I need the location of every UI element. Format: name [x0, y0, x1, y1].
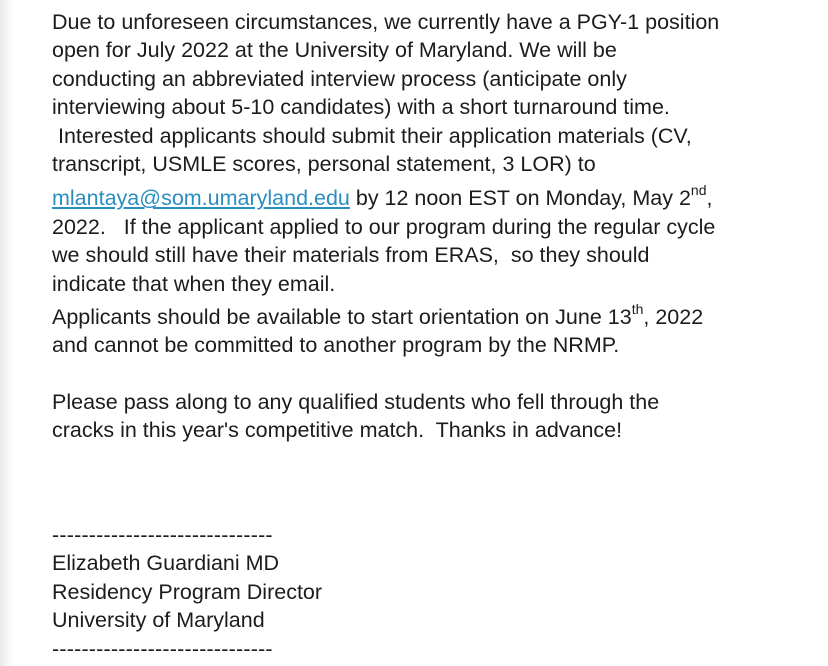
- paragraph-announcement: [52, 8, 822, 298]
- text-line: indicate that when they email.: [52, 271, 336, 296]
- email-link[interactable]: mlantaya@som.umaryland.edu: [52, 186, 350, 211]
- superscript: th: [631, 300, 644, 317]
- text-line: Applicants should be available to start orientation on June 13: [52, 305, 632, 330]
- signature-organization: University of Maryland: [52, 608, 265, 633]
- text-line: 2022. If the applicant applied to our program during the regular cycle: [52, 214, 716, 239]
- text-line: open for July 2022 at the University of Maryland. We will be: [52, 38, 617, 63]
- text-line: and cannot be committed to another program by the NRMP.: [52, 333, 620, 358]
- text-line: interviewing about 5-10 candidates) with a short turnaround time.: [52, 95, 670, 120]
- text-line: ,: [706, 186, 713, 211]
- paragraph-availability: [52, 300, 822, 360]
- signature-name: Elizabeth Guardiani MD: [52, 551, 280, 576]
- signature-block: [52, 521, 452, 663]
- text-line: Please pass along to any qualified students who fell through the: [52, 389, 660, 414]
- signature-divider-top: ------------------------------: [52, 523, 273, 547]
- text-line: Due to unforeseen circumstances, we currently have a PGY-1 position: [52, 10, 720, 34]
- signature-title: Residency Program Director: [52, 579, 323, 604]
- text-line: by 12 noon EST on Monday, May 2: [349, 186, 691, 211]
- signature-divider-bottom: ------------------------------: [52, 636, 273, 661]
- text-line: transcript, USMLE scores, personal statement, 3 LOR) to: [52, 152, 596, 177]
- superscript: nd: [690, 182, 707, 199]
- text-line: Interested applicants should submit their application materials (CV,: [52, 123, 692, 148]
- text-line: cracks in this year's competitive match. Thanks in advance!: [52, 418, 623, 443]
- text-line: we should still have their materials from ERAS, so they should: [52, 243, 650, 268]
- email-body: [52, 8, 822, 445]
- text-line: , 2022: [643, 305, 704, 330]
- page-edge-shadow: [0, 0, 14, 666]
- paragraph-closing: [52, 388, 822, 445]
- text-line: conducting an abbreviated interview process (anticipate only: [52, 66, 627, 91]
